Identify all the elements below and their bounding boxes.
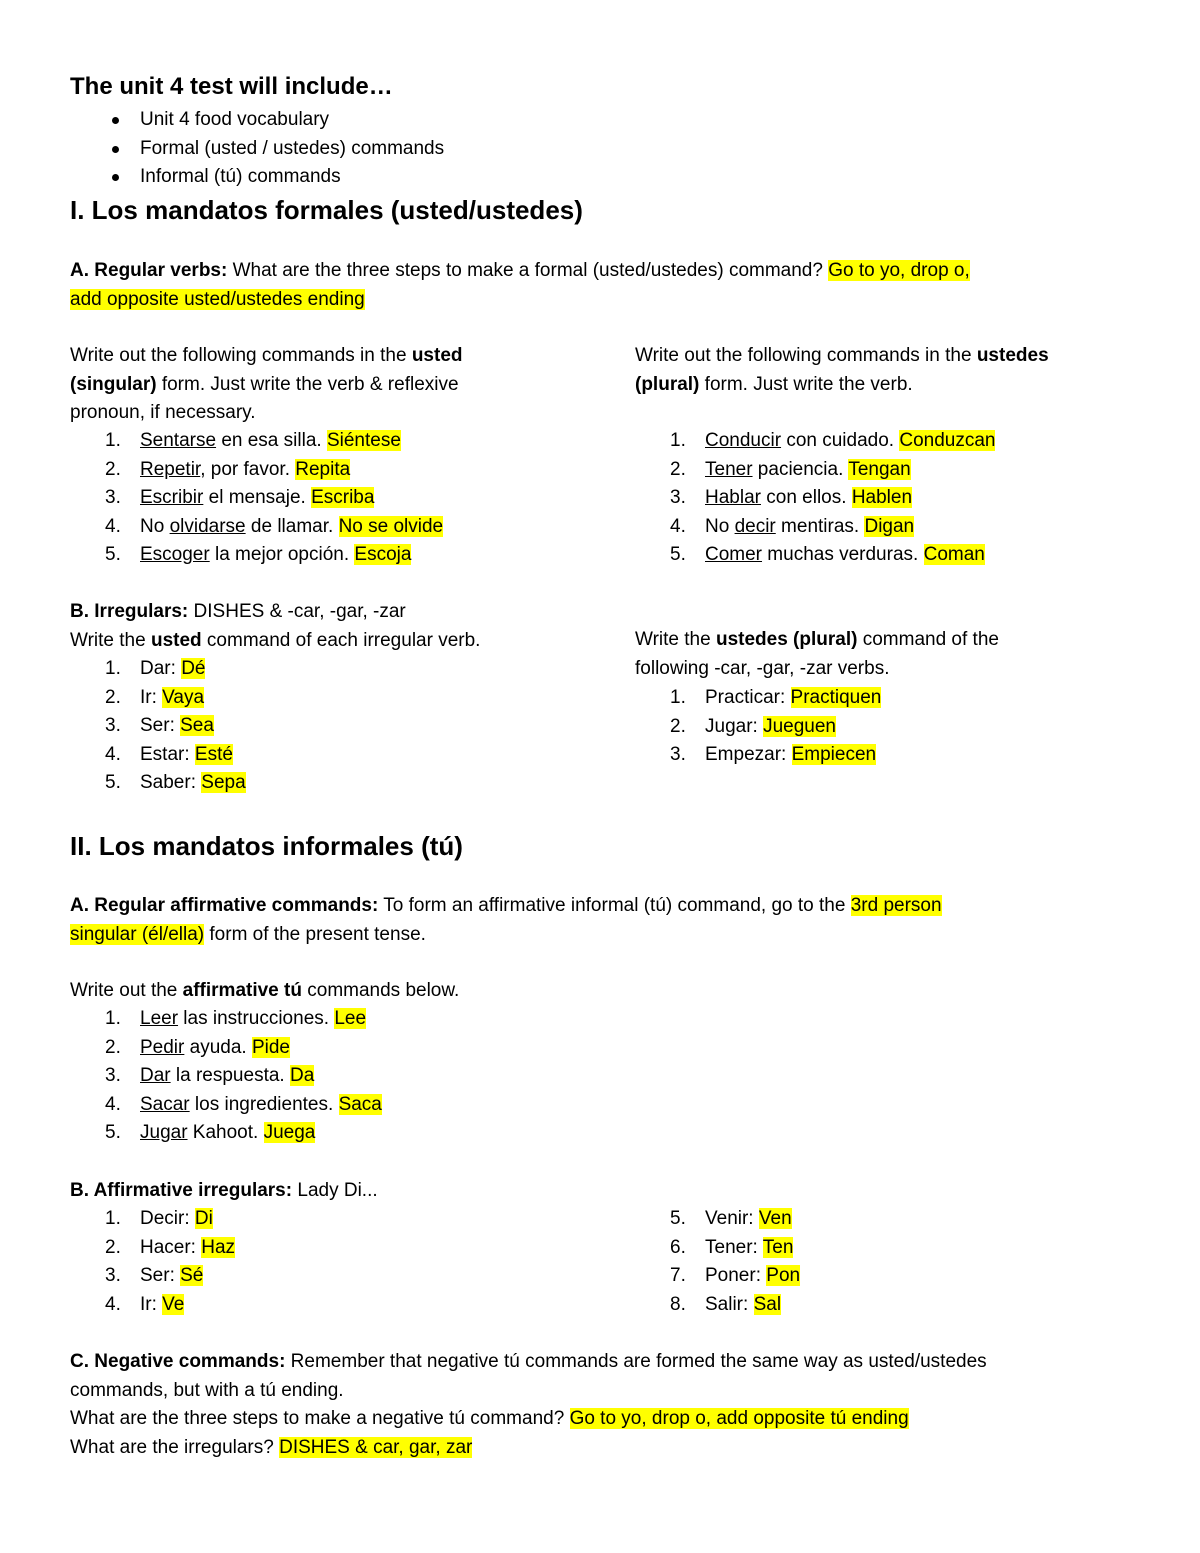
item-text: muchas verduras. — [762, 544, 924, 565]
list-item — [70, 1205, 235, 1234]
answer-highlight: Coman — [923, 544, 985, 565]
list-item: Formal (usted / ustedes) commands — [70, 135, 1070, 164]
answer-highlight: Jueguen — [763, 715, 836, 737]
answer-highlight: Saca — [338, 1093, 382, 1115]
verb-underlined: Comer — [705, 544, 763, 565]
item-number: 3. — [105, 1265, 121, 1286]
item-text: ayuda. — [184, 1036, 252, 1058]
list-item: Informal (tú) commands — [70, 163, 1070, 192]
verb-underlined: Tener — [705, 458, 753, 480]
item-number: 5. — [105, 544, 121, 565]
item-number: 2. — [105, 458, 121, 480]
list-item — [70, 1291, 235, 1320]
list-item — [635, 684, 881, 713]
item-text: Empezar: — [705, 744, 792, 765]
list-item — [635, 541, 995, 570]
verb-underlined: Hablar — [705, 487, 761, 508]
answer-highlight: Ve — [162, 1293, 185, 1315]
page-title: The unit 4 test will include… — [70, 73, 393, 100]
item-number: 3. — [105, 487, 121, 508]
answer-highlight: Go to yo, drop o, add opposite tú ending — [569, 1408, 909, 1429]
section-heading: II. Los mandatos informales (tú) — [70, 831, 463, 861]
answer-highlight: DISHES & car, gar, zar — [279, 1436, 473, 1458]
item-number: 4. — [105, 515, 121, 537]
item-text: los ingredientes. — [189, 1093, 339, 1115]
list-item — [635, 741, 881, 770]
list-item — [635, 1234, 800, 1263]
item-number: 4. — [105, 1293, 121, 1315]
item-text: Jugar: — [705, 715, 764, 737]
answer-highlight: Dé — [181, 658, 206, 679]
item-number: 5. — [105, 1122, 121, 1143]
list-item — [70, 769, 246, 798]
answer-highlight: Sea — [180, 715, 214, 736]
item-text: en esa silla. — [216, 430, 327, 451]
irregulars-paragraph: B. Irregulars: DISHES & -car, -gar, -zar Write the usted command of each irregular verb. — [70, 601, 481, 651]
list-item — [635, 1262, 800, 1291]
item-text: Venir: — [705, 1208, 759, 1229]
list-item — [70, 741, 246, 770]
answer-highlight: Da — [289, 1065, 315, 1086]
item-number: 3. — [670, 744, 686, 765]
item-text: Estar: — [140, 743, 195, 765]
list-item — [70, 1119, 382, 1148]
item-text: con ellos. — [760, 487, 852, 508]
item-text: Ir: — [140, 1293, 163, 1315]
answer-highlight: Empiecen — [791, 744, 877, 765]
list-item — [635, 513, 995, 542]
list-item — [70, 484, 443, 513]
answer-highlight: Juega — [263, 1122, 316, 1143]
negative-commands-paragraph: C. Negative commands: Remember that negative tú commands are formed the same way as usted/ustedes commands, but with a tú ending. What are the three steps to make a negative tú command? Go to yo, drop o, add opposite tú ending What are the irregulars? DISHES & car, gar, zar — [70, 1351, 987, 1458]
answer-highlight: Esté — [194, 743, 233, 765]
verb-underlined: Leer — [140, 1008, 179, 1029]
item-text: No — [705, 515, 735, 537]
verb-underlined: Sentarse — [140, 430, 217, 451]
answer-highlight: Sé — [180, 1265, 204, 1286]
answer-highlight: Pon — [766, 1265, 801, 1286]
item-number: 3. — [105, 1065, 121, 1086]
answer-highlight: add opposite usted/ustedes ending — [70, 288, 365, 310]
answer-highlight: Pide — [251, 1036, 290, 1058]
item-number: 4. — [105, 743, 121, 765]
question-text: What are the three steps to make a formal (usted/ustedes) command? — [227, 260, 829, 281]
item-text: Saber: — [140, 772, 202, 793]
item-number: 1. — [105, 430, 121, 451]
item-number: 1. — [670, 430, 686, 451]
item-text: las instrucciones. — [178, 1008, 335, 1029]
list-item — [70, 456, 443, 485]
item-text: Decir: — [140, 1208, 195, 1229]
affirmative-irregulars-list-right — [635, 1205, 800, 1319]
list-item — [70, 1262, 235, 1291]
subsection-label: A. Regular affirmative commands: — [70, 895, 379, 916]
answer-highlight: Sepa — [201, 772, 246, 793]
item-number: 2. — [105, 686, 121, 708]
item-number: 4. — [670, 515, 686, 537]
item-number: 5. — [105, 772, 121, 793]
item-number: 1. — [105, 1008, 121, 1029]
list-item — [70, 1062, 382, 1091]
item-number: 6. — [670, 1236, 686, 1258]
item-text: , por favor. — [200, 458, 296, 480]
list-item — [70, 541, 443, 570]
item-number: 2. — [670, 715, 686, 737]
item-text: Poner: — [705, 1265, 767, 1286]
list-item — [70, 1091, 382, 1120]
verb-underlined: olvidarse — [169, 515, 246, 537]
answer-highlight: singular (él/ella) — [70, 923, 205, 945]
verb-underlined: Escoger — [140, 544, 210, 565]
answer-highlight: Conduzcan — [899, 430, 996, 451]
list-item — [635, 427, 995, 456]
list-item — [70, 1005, 382, 1034]
answer-highlight: No se olvide — [338, 515, 444, 537]
verb-underlined: Dar — [140, 1065, 171, 1086]
ustedes-irregulars-list — [635, 684, 881, 770]
list-item — [70, 712, 246, 741]
verb-underlined: Jugar — [140, 1122, 188, 1143]
overview-list — [70, 106, 1070, 192]
answer-highlight: Siéntese — [326, 430, 401, 451]
answer-highlight: Practiquen — [790, 687, 882, 708]
item-number: 4. — [105, 1093, 121, 1115]
item-text: Dar: — [140, 658, 182, 679]
answer-highlight: 3rd person — [850, 895, 942, 916]
item-text: Hacer: — [140, 1236, 202, 1258]
item-number: 2. — [105, 1236, 121, 1258]
answer-highlight: Hablen — [851, 487, 913, 508]
ustedes-irregulars-instructions: Write the ustedes (plural) command of the following -car, -gar, -zar verbs. — [635, 629, 999, 679]
answer-highlight: Repita — [295, 458, 351, 480]
list-item — [70, 513, 443, 542]
list-item — [70, 1034, 382, 1063]
list-item: Unit 4 food vocabulary — [70, 106, 1070, 135]
list-item — [635, 713, 881, 742]
answer-highlight: Vaya — [162, 686, 205, 708]
affirmative-commands-list — [70, 1005, 382, 1148]
subsection-label: C. Negative commands: — [70, 1351, 286, 1372]
subsection-label: A. Regular verbs: — [70, 260, 228, 281]
list-item — [635, 456, 995, 485]
item-number: 5. — [670, 544, 686, 565]
item-text: Ser: — [140, 1265, 181, 1286]
ustedes-instructions: Write out the following commands in the ustedes (plural) form. Just write the verb. — [635, 345, 1049, 395]
item-text: Tener: — [705, 1236, 763, 1258]
item-text: Ir: — [140, 686, 163, 708]
answer-highlight: Lee — [334, 1008, 367, 1029]
answer-highlight: Go to yo, drop o, — [828, 260, 970, 281]
list-item — [635, 1205, 800, 1234]
item-text: la respuesta. — [170, 1065, 290, 1086]
item-text: el mensaje. — [203, 487, 312, 508]
list-item — [70, 427, 443, 456]
list-item — [70, 684, 246, 713]
ustedes-commands-list — [635, 427, 995, 570]
list-item — [70, 1234, 235, 1263]
item-text: con cuidado. — [781, 430, 900, 451]
item-text: Salir: — [705, 1293, 754, 1315]
affirmative-regular-paragraph: A. Regular affirmative commands: To form an affirmative informal (tú) command, go to the 3rd person singular (él/ella) form of the present tense. — [70, 895, 942, 945]
section-heading: I. Los mandatos formales (usted/ustedes) — [70, 195, 583, 225]
item-text: No — [140, 515, 170, 537]
item-text: Kahoot. — [187, 1122, 264, 1143]
usted-irregulars-list — [70, 655, 246, 798]
verb-underlined: Sacar — [140, 1093, 190, 1115]
verb-underlined: Escribir — [140, 487, 204, 508]
verb-underlined: Conducir — [705, 430, 782, 451]
regular-verbs-paragraph — [70, 257, 1130, 314]
item-text: paciencia. — [752, 458, 849, 480]
answer-highlight: Digan — [864, 515, 915, 537]
item-number: 8. — [670, 1293, 686, 1315]
answer-highlight: Ven — [758, 1208, 792, 1229]
affirmative-irregulars-list-left — [70, 1205, 235, 1319]
item-number: 2. — [105, 1036, 121, 1058]
answer-highlight: Escoja — [354, 544, 412, 565]
item-number: 3. — [670, 487, 686, 508]
list-item — [635, 1291, 800, 1320]
answer-highlight: Di — [194, 1208, 213, 1229]
subsection-label: B. Irregulars: — [70, 601, 189, 622]
verb-underlined: decir — [734, 515, 776, 537]
item-number: 1. — [670, 687, 686, 708]
answer-highlight: Escriba — [311, 487, 375, 508]
answer-highlight: Ten — [762, 1236, 794, 1258]
usted-instructions: Write out the following commands in the usted (singular) form. Just write the verb & reflexive pronoun, if necessary. — [70, 345, 463, 423]
usted-commands-list — [70, 427, 443, 570]
item-number: 1. — [105, 658, 121, 679]
verb-underlined: Pedir — [140, 1036, 185, 1058]
item-text: Ser: — [140, 715, 181, 736]
item-text: mentiras. — [775, 515, 865, 537]
item-number: 3. — [105, 715, 121, 736]
subsection-label: B. Affirmative irregulars: — [70, 1180, 293, 1201]
item-number: 7. — [670, 1265, 686, 1286]
item-text: Practicar: — [705, 687, 791, 708]
item-number: 1. — [105, 1208, 121, 1229]
list-item — [70, 655, 246, 684]
item-number: 2. — [670, 458, 686, 480]
affirmative-instructions: Write out the affirmative tú commands below. — [70, 980, 460, 1001]
item-number: 5. — [670, 1208, 686, 1229]
answer-highlight: Haz — [201, 1236, 236, 1258]
verb-underlined: Repetir — [140, 458, 201, 480]
item-text: la mejor opción. — [209, 544, 355, 565]
item-text: de llamar. — [245, 515, 339, 537]
answer-highlight: Sal — [753, 1293, 782, 1315]
answer-highlight: Tengan — [848, 458, 911, 480]
list-item — [635, 484, 995, 513]
affirmative-irregulars-paragraph: B. Affirmative irregulars: Lady Di... — [70, 1180, 378, 1201]
